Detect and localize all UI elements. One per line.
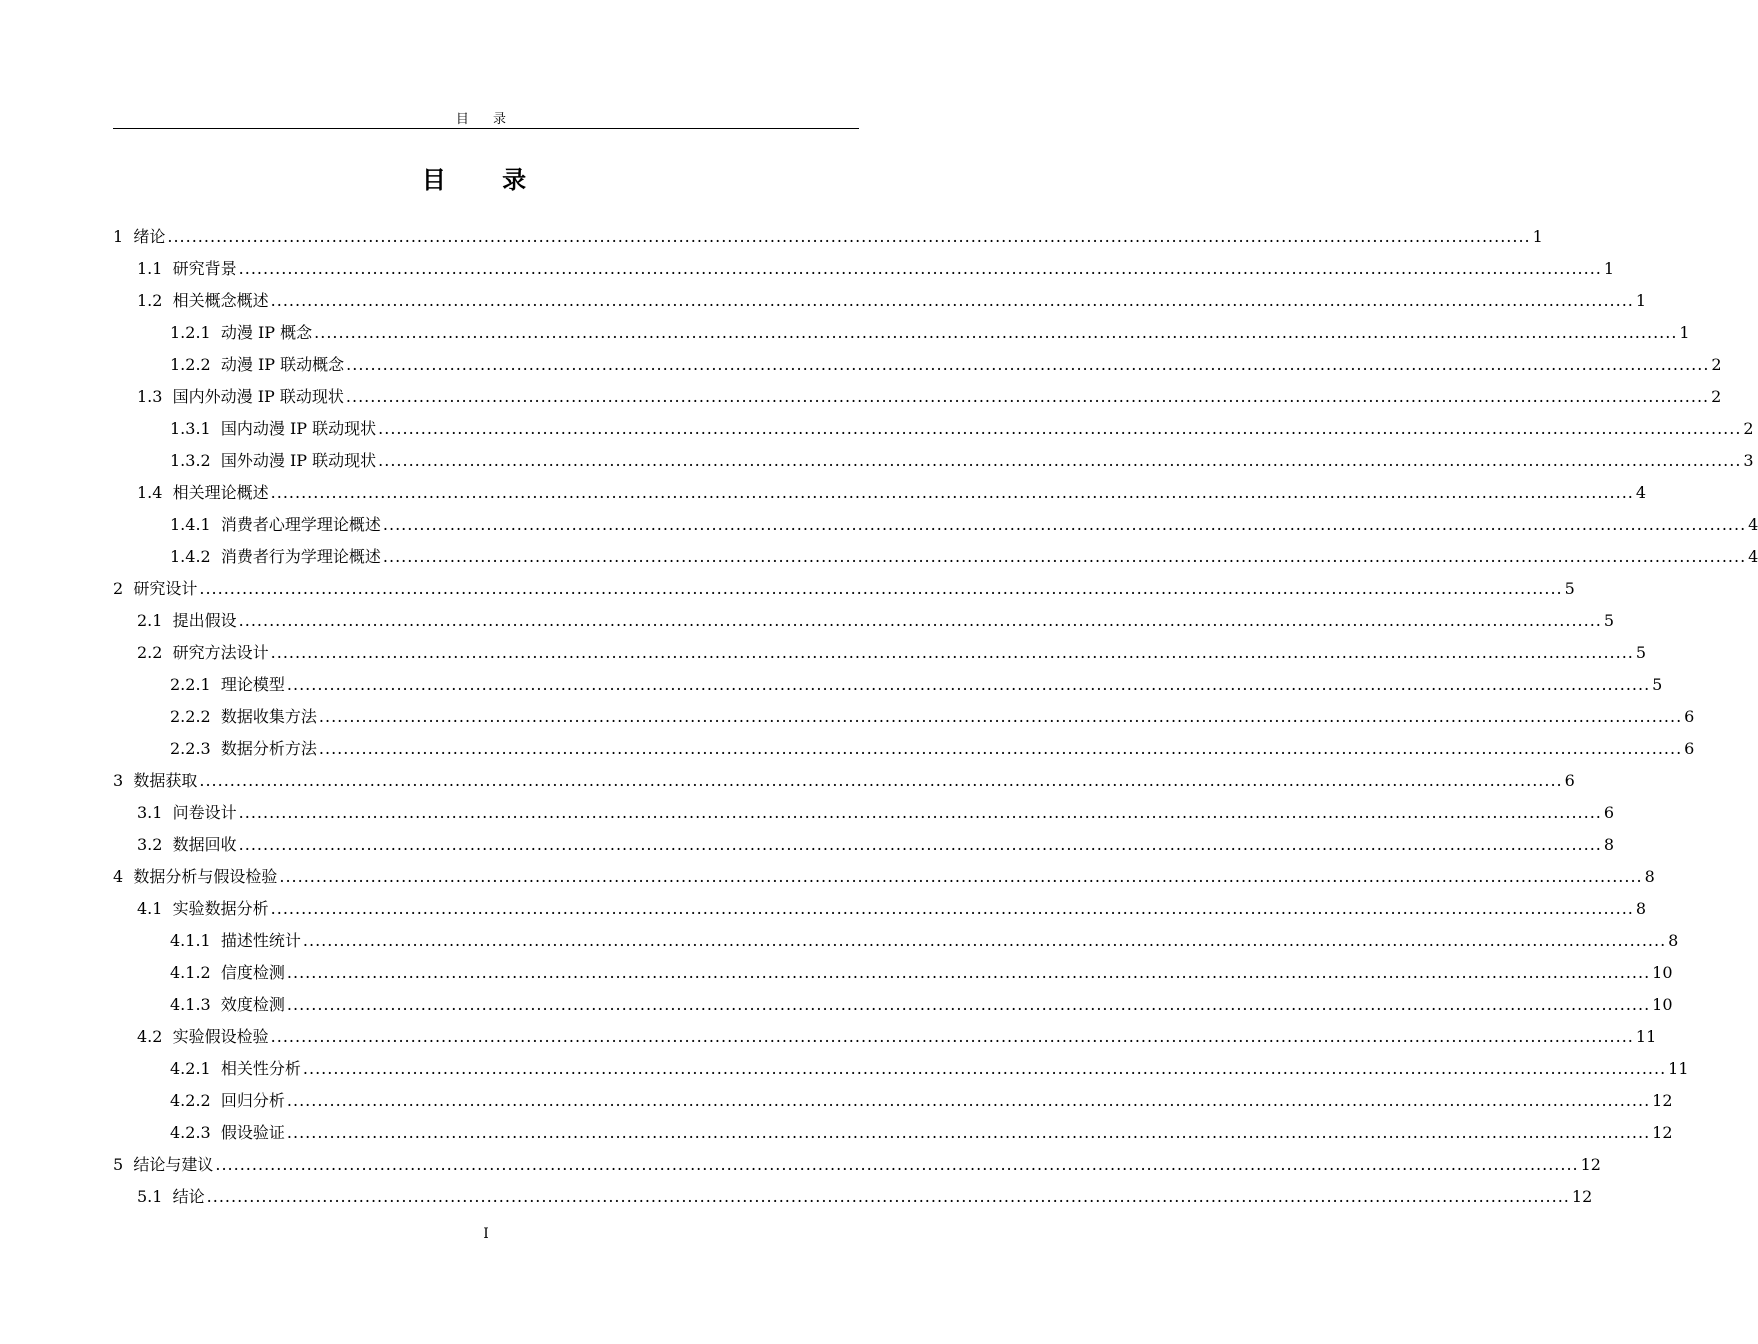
toc-entry-title: 理论模型: [220, 675, 285, 694]
toc-entry-title: 实验数据分析: [172, 899, 269, 918]
toc-entry[interactable]: [113, 896, 1647, 928]
toc-dot-leader: ................................................................................................................................................................................................................................: [378, 419, 1742, 438]
toc-entry-page: 8: [1668, 931, 1679, 950]
toc-dot-leader: ................................................................................................................................................................................................................................: [279, 867, 1643, 886]
toc-dot-leader: ................................................................................................................................................................................................................................: [199, 579, 1563, 598]
toc-entry-title: 动漫 IP 概念: [220, 323, 313, 342]
toc-dot-leader: ................................................................................................................................................................................................................................: [382, 515, 1747, 534]
toc-dot-leader: ................................................................................................................................................................................................................................: [286, 1091, 1651, 1110]
toc-entry-page: 6: [1684, 707, 1695, 726]
toc-dot-leader: ................................................................................................................................................................................................................................: [318, 739, 1683, 758]
toc-entry-title: 假设验证: [220, 1123, 285, 1142]
toc-entry-number: 4.1.1: [170, 931, 221, 950]
toc-entry-number: 2.2.1: [170, 675, 221, 694]
toc-entry-title: 信度检测: [220, 963, 285, 982]
toc-entry[interactable]: [113, 512, 1758, 544]
toc-entry-number: 2: [113, 579, 134, 598]
toc-entry-page: 5: [1652, 675, 1663, 694]
toc-entry-page: 1: [1603, 259, 1615, 278]
toc-entry[interactable]: [113, 640, 1647, 672]
toc-entry-page: 6: [1603, 803, 1615, 822]
toc-entry-page: 4: [1748, 515, 1758, 534]
toc-entry-number: 1: [113, 227, 134, 246]
toc-entry-page: 4: [1748, 547, 1758, 566]
toc-entry-page: 5: [1564, 579, 1575, 598]
toc-entry-number: 1.4: [137, 483, 173, 502]
toc-entry[interactable]: [113, 384, 1722, 416]
toc-entry-title: 效度检测: [220, 995, 285, 1014]
toc-entry-number: 4.2.3: [170, 1123, 221, 1142]
toc-entry-number: 1.2: [137, 291, 173, 310]
toc-dot-leader: ................................................................................................................................................................................................................................: [270, 899, 1634, 918]
toc-dot-leader: ................................................................................................................................................................................................................................: [382, 547, 1747, 566]
toc-entry[interactable]: [113, 352, 1722, 384]
toc-entry-title: 动漫 IP 联动概念: [220, 355, 345, 374]
toc-entry-number: 1.4.2: [170, 547, 221, 566]
toc-entry-page: 2: [1743, 419, 1754, 438]
toc-entry-title: 研究背景: [172, 259, 237, 278]
toc-entry-page: 2: [1711, 387, 1722, 406]
toc-entry[interactable]: [113, 704, 1695, 736]
toc-entry-page: 8: [1603, 835, 1615, 854]
toc-entry[interactable]: [113, 224, 1543, 256]
toc-entry-number: 4.1: [137, 899, 173, 918]
toc-entry-number: 4.1.3: [170, 995, 221, 1014]
toc-entry[interactable]: [113, 576, 1575, 608]
toc-entry-title: 消费者行为学理论概述: [220, 547, 381, 566]
toc-entry[interactable]: [113, 736, 1695, 768]
toc-entry-title: 数据分析与假设检验: [133, 867, 278, 886]
toc-entry-title: 研究设计: [133, 579, 198, 598]
toc-entry[interactable]: [113, 480, 1647, 512]
toc-entry-page: 12: [1571, 1187, 1593, 1206]
toc-dot-leader: ................................................................................................................................................................................................................................: [286, 675, 1651, 694]
toc-entry[interactable]: [113, 672, 1663, 704]
toc-entry-title: 数据回收: [172, 835, 237, 854]
toc-dot-leader: ................................................................................................................................................................................................................................: [318, 707, 1683, 726]
toc-entry[interactable]: [113, 1024, 1657, 1056]
toc-dot-leader: ................................................................................................................................................................................................................................: [238, 803, 1602, 822]
toc-entry-number: 4.1.2: [170, 963, 221, 982]
toc-dot-leader: ................................................................................................................................................................................................................................: [238, 611, 1602, 630]
toc-entry-page: 1: [1635, 291, 1647, 310]
toc-entry[interactable]: [113, 1152, 1601, 1184]
toc-entry-page: 11: [1635, 1027, 1657, 1046]
toc-dot-leader: ................................................................................................................................................................................................................................: [215, 1155, 1579, 1174]
toc-entry-title: 国内动漫 IP 联动现状: [220, 419, 377, 438]
toc-dot-leader: ................................................................................................................................................................................................................................: [302, 1059, 1667, 1078]
toc-entry-page: 10: [1652, 995, 1673, 1014]
toc-entry-page: 5: [1635, 643, 1647, 662]
toc-entry-number: 1.2.2: [170, 355, 221, 374]
toc-dot-leader: ................................................................................................................................................................................................................................: [270, 291, 1634, 310]
toc-entry-title: 结论: [172, 1187, 205, 1206]
toc-entry-page: 1: [1679, 323, 1690, 342]
toc-entry-page: 6: [1684, 739, 1695, 758]
page-number: I: [483, 1226, 489, 1242]
toc-entry-title: 实验假设检验: [172, 1027, 269, 1046]
toc-entry-title: 国内外动漫 IP 联动现状: [172, 387, 344, 406]
toc-entry[interactable]: [113, 832, 1615, 864]
toc-entry-number: 2.2: [137, 643, 173, 662]
toc-entry-title: 数据获取: [133, 771, 198, 790]
toc-entry-page: 11: [1668, 1059, 1689, 1078]
toc-entry[interactable]: [113, 1120, 1673, 1152]
toc-entry-number: 1.3: [137, 387, 173, 406]
toc-entry[interactable]: [113, 416, 1754, 448]
toc-dot-leader: ................................................................................................................................................................................................................................: [238, 835, 1602, 854]
toc-entry[interactable]: [113, 992, 1673, 1024]
toc-entry-number: 1.4.1: [170, 515, 221, 534]
toc-entry-title: 研究方法设计: [172, 643, 269, 662]
toc-dot-leader: ................................................................................................................................................................................................................................: [199, 771, 1563, 790]
toc-entry-title: 数据分析方法: [220, 739, 317, 758]
toc-entry-number: 4: [113, 867, 134, 886]
toc-entry-number: 4.2.1: [170, 1059, 221, 1078]
toc-entry-page: 2: [1711, 355, 1722, 374]
toc-entry-number: 1.2.1: [170, 323, 221, 342]
toc-entry-page: 12: [1652, 1091, 1673, 1110]
toc-entry-title: 相关概念概述: [172, 291, 269, 310]
toc-dot-leader: ................................................................................................................................................................................................................................: [270, 643, 1634, 662]
toc-dot-leader: ................................................................................................................................................................................................................................: [270, 1027, 1634, 1046]
toc-entry-number: 3.1: [137, 803, 173, 822]
toc-entry-title: 相关理论概述: [172, 483, 269, 502]
toc-entry[interactable]: [113, 288, 1647, 320]
toc-entry-page: 6: [1564, 771, 1575, 790]
toc-entry[interactable]: [113, 928, 1679, 960]
header-rule: [113, 128, 859, 129]
toc-entry-number: 1.3.1: [170, 419, 221, 438]
toc-dot-leader: ................................................................................................................................................................................................................................: [206, 1187, 1570, 1206]
toc-entry-number: 3: [113, 771, 134, 790]
toc-entry-number: 5.1: [137, 1187, 173, 1206]
table-of-contents: [113, 224, 1758, 1216]
toc-dot-leader: ................................................................................................................................................................................................................................: [238, 259, 1602, 278]
toc-entry-number: 1.3.2: [170, 451, 221, 470]
toc-entry[interactable]: [113, 864, 1655, 896]
toc-dot-leader: ................................................................................................................................................................................................................................: [346, 355, 1710, 374]
toc-dot-leader: ................................................................................................................................................................................................................................: [314, 323, 1678, 342]
toc-entry[interactable]: [113, 768, 1575, 800]
toc-entry-title: 绪论: [133, 227, 166, 246]
toc-entry-title: 结论与建议: [133, 1155, 214, 1174]
toc-entry-number: 2.2.3: [170, 739, 221, 758]
toc-dot-leader: ................................................................................................................................................................................................................................: [286, 995, 1651, 1014]
toc-dot-leader: ................................................................................................................................................................................................................................: [378, 451, 1742, 470]
toc-entry-title: 相关性分析: [220, 1059, 301, 1078]
toc-entry-page: 4: [1635, 483, 1647, 502]
toc-dot-leader: ................................................................................................................................................................................................................................: [286, 1123, 1651, 1142]
toc-entry-number: 2.1: [137, 611, 173, 630]
toc-entry[interactable]: [113, 800, 1615, 832]
toc-entry-page: 3: [1743, 451, 1754, 470]
toc-entry-number: 2.2.2: [170, 707, 221, 726]
toc-entry[interactable]: [113, 448, 1754, 480]
toc-entry-page: 5: [1603, 611, 1615, 630]
toc-entry[interactable]: [113, 256, 1615, 288]
toc-entry-page: 8: [1644, 867, 1655, 886]
toc-entry-page: 12: [1652, 1123, 1673, 1142]
toc-entry[interactable]: [113, 960, 1673, 992]
toc-entry-title: 描述性统计: [220, 931, 301, 950]
toc-entry-page: 12: [1580, 1155, 1601, 1174]
toc-entry-title: 消费者心理学理论概述: [220, 515, 381, 534]
toc-entry-number: 4.2: [137, 1027, 173, 1046]
toc-entry[interactable]: [113, 1056, 1689, 1088]
toc-entry-number: 5: [113, 1155, 134, 1174]
toc-entry-title: 问卷设计: [172, 803, 237, 822]
toc-dot-leader: ................................................................................................................................................................................................................................: [167, 227, 1531, 246]
toc-entry-page: 1: [1532, 227, 1543, 246]
toc-entry[interactable]: [113, 608, 1615, 640]
toc-dot-leader: ................................................................................................................................................................................................................................: [286, 963, 1651, 982]
toc-entry-title: 国外动漫 IP 联动现状: [220, 451, 377, 470]
page-title: 目 录: [421, 166, 551, 194]
toc-entry[interactable]: [113, 320, 1690, 352]
toc-dot-leader: ................................................................................................................................................................................................................................: [302, 931, 1667, 950]
toc-entry[interactable]: [113, 1088, 1673, 1120]
toc-entry-number: 3.2: [137, 835, 173, 854]
toc-entry-page: 8: [1635, 899, 1647, 918]
toc-entry-title: 数据收集方法: [220, 707, 317, 726]
toc-entry-number: 4.2.2: [170, 1091, 221, 1110]
toc-entry[interactable]: [113, 1184, 1593, 1216]
toc-dot-leader: ................................................................................................................................................................................................................................: [345, 387, 1710, 406]
toc-entry-page: 10: [1652, 963, 1673, 982]
toc-entry-title: 回归分析: [220, 1091, 285, 1110]
toc-entry-number: 1.1: [137, 259, 173, 278]
running-header: 目 录: [455, 112, 517, 127]
toc-entry[interactable]: [113, 544, 1758, 576]
toc-entry-title: 提出假设: [172, 611, 237, 630]
toc-dot-leader: ................................................................................................................................................................................................................................: [270, 483, 1634, 502]
